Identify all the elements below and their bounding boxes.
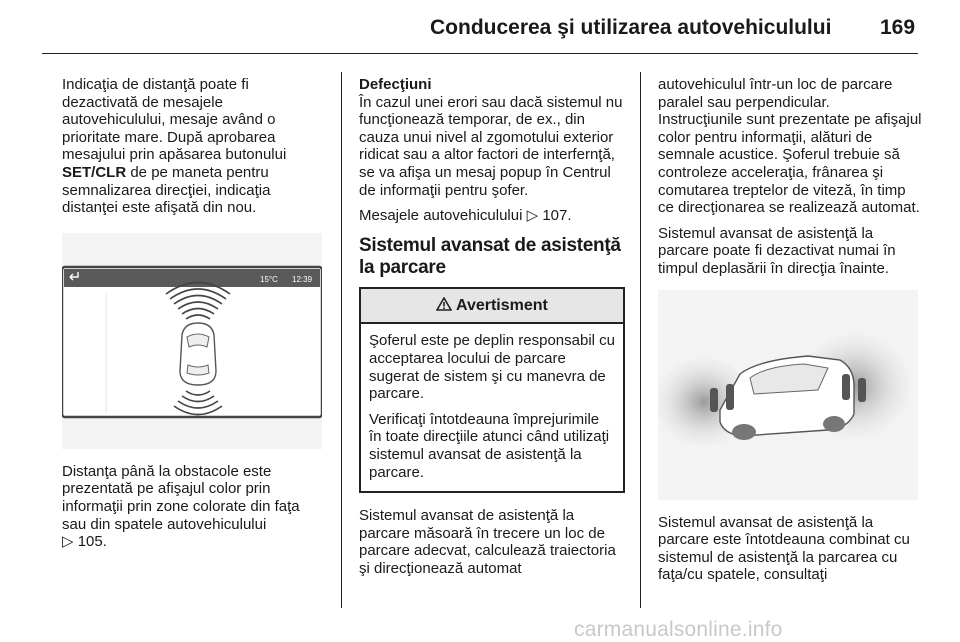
column-3 [658, 76, 922, 592]
display-time: 12:39 [292, 274, 313, 284]
paragraph-instructions: Instrucţiunile sunt prezentate pe afişajul color pentru informaţii, alături de semnale acustice. Şoferul trebuie să controleze acceleraţia, frânarea şi comutarea treptelor de viteză, în timp ce direcţionarea se realizează automat. [658, 111, 922, 217]
page-header-title: Conducerea şi utilizarea autovehiculului [430, 16, 832, 39]
column-2 [359, 76, 625, 585]
warning-body [361, 324, 623, 491]
paragraph-system-measures: Sistemul avansat de asistenţă la parcare măsoară în trecere un loc de parcare adecvat, calculează traiectoria şi direcţionează automat [359, 507, 616, 577]
page-reference: 105. [77, 533, 107, 551]
defects-title: Defecţiuni [359, 76, 432, 93]
page-reference: 107. [542, 207, 572, 225]
column-divider-1 [341, 72, 342, 608]
paragraph-obstacle-distance: Distanţa până la obstacole este prezentată pe afişajul color prin informaţii prin zone colorate din faţa sau din spatele autovehiculului ▷ 105. [62, 462, 300, 551]
sensor-zones-illustration [658, 290, 918, 500]
column-divider-2 [640, 72, 641, 608]
paragraph-parking-type: autovehiculul într-un loc de parcare paralel sau perpendicular. [658, 76, 893, 111]
header-rule [42, 53, 918, 54]
warning-box [359, 287, 625, 493]
car-top-view [180, 323, 216, 385]
display-temperature: 15°C [260, 274, 278, 284]
reference-arrow-icon: ▷ [526, 207, 539, 225]
paragraph-combined-system: Sistemul avansat de asistenţă la parcare este întotdeauna combinat cu sistemul de asistenţă la parcarea cu faţa/cu spatele, consultaţi [658, 513, 910, 584]
warning-paragraph-2: Verificaţi întotdeauna împrejurimile în toate direcţiile atunci când utilizaţi sistemul avansat de asistenţă la parcare. [369, 410, 610, 481]
reference-arrow-icon: ▷ [62, 533, 74, 551]
button-name-set-clr: SET/CLR [62, 163, 127, 181]
watermark-url: carmanualsonline.info [574, 618, 783, 641]
paragraph-defects: În cazul unei erori sau dacă sistemul nu funcţionează temporar, de ex., din cauza unui nivel al zgomotului exterior ridicat sau a altor factori de interfernţă, se va afişa un mesaj popup în Centrul de informaţii pentru şofer. [359, 93, 623, 199]
column-1 [62, 76, 324, 559]
warning-header [361, 289, 623, 325]
warning-label: Avertisment [455, 296, 548, 314]
display-illustration [62, 233, 322, 449]
section-heading: Sistemul avansat de asistenţă la parcare [359, 234, 621, 278]
figure-display-park-assist [62, 233, 322, 449]
car-perspective [720, 356, 854, 440]
paragraph-distance-disable: Indicaţia de distanţă poate fi dezactivată de mesajele autovehiculului, mesaje având o prioritate mare. După aprobarea mesajului prin apăsarea butonului SET/CLR de pe maneta pentru semnalizarea direcţiei, indicaţia distanţei este afişată din nou. [62, 76, 287, 217]
page-number: 169 [880, 16, 916, 39]
figure-sensor-zones [658, 290, 918, 500]
paragraph-vehicle-messages: Mesajele autovehiculului ▷ 107. [359, 207, 572, 225]
warning-paragraph-1: Şoferul este pe deplin responsabil cu acceptarea locului de parcare sugerat de sistem şi cu manevra de parcare. [369, 332, 615, 403]
warning-triangle-icon [436, 297, 456, 314]
paragraph-deactivation: Sistemul avansat de asistenţă la parcare poate fi dezactivat numai în timpul deplasării în direcţia înainte. [658, 224, 896, 277]
